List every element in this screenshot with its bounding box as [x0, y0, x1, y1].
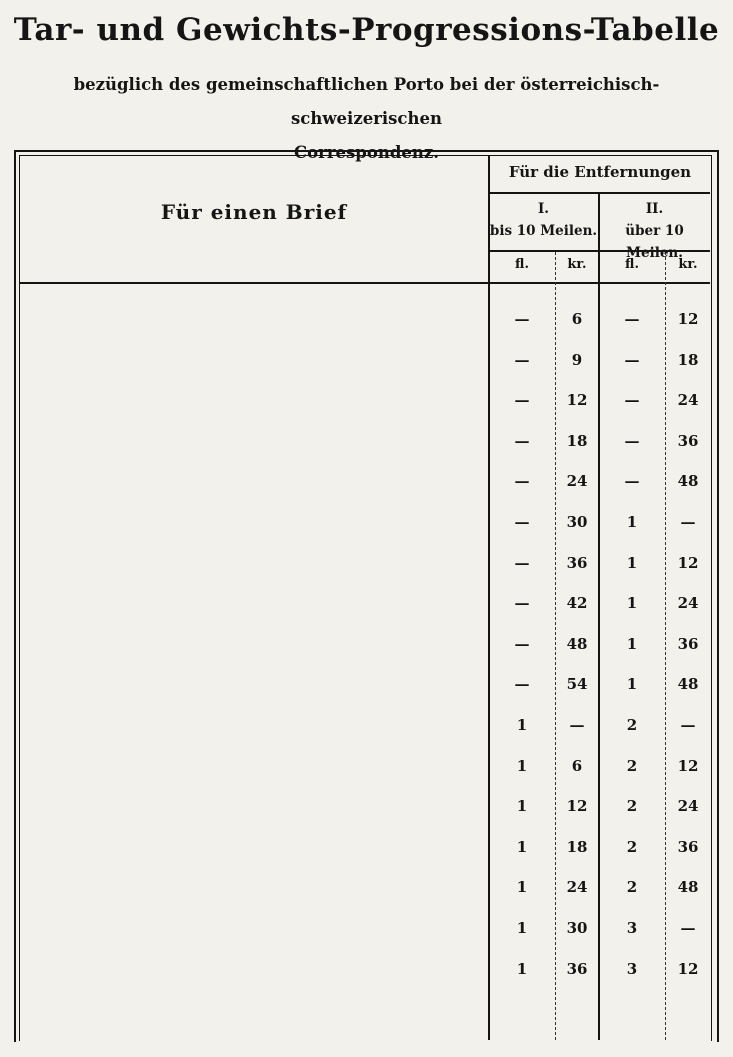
zone1-kr-cell: —	[569, 716, 585, 734]
zone2-fl-cell: 1	[626, 594, 638, 613]
zone1-fl-cell: 1	[516, 716, 528, 734]
zone1-kr-cell: 18	[566, 431, 588, 450]
zone1-fl-cell: —	[514, 350, 530, 369]
zone1-kr-cell: 9	[571, 350, 583, 369]
zone1-kr-cell: 30	[566, 919, 588, 937]
zone2-fl-cell: 1	[626, 513, 638, 531]
zone2-fl-cell: 2	[626, 756, 638, 775]
zone1-kr-cell: 6	[571, 756, 583, 775]
zone1-kr-cell: 36	[566, 553, 588, 572]
zone2-kr-cell: 36	[677, 837, 699, 856]
unit-header: fl.	[625, 257, 639, 272]
zone1-fl-cell: —	[514, 553, 530, 572]
zone1-fl-cell: —	[514, 310, 530, 328]
zone1-fl-cell: —	[514, 472, 530, 491]
zone2-kr-cell: 48	[677, 472, 699, 491]
zone1-kr-cell: 18	[566, 837, 588, 856]
zone2-kr-cell: 48	[677, 878, 699, 897]
zone-2-numeral: II.	[645, 201, 664, 217]
zone1-kr-cell: 42	[566, 594, 588, 613]
zone-1-numeral: I.	[537, 201, 549, 217]
subtitle-line-2: Correspondenz.	[294, 143, 439, 162]
zone2-fl-cell: —	[624, 391, 640, 410]
zone2-kr-cell: 12	[677, 553, 699, 572]
zone2-kr-cell: 48	[677, 675, 699, 694]
zone2-fl-cell: 1	[626, 675, 638, 694]
zone-1-label: bis 10 Meilen.	[489, 223, 598, 239]
zone1-fl-cell: —	[514, 594, 530, 613]
zone2-fl-cell: 2	[626, 837, 638, 856]
zone2-kr-cell: 12	[677, 310, 699, 328]
zone2-fl-cell: 1	[626, 553, 638, 572]
zone2-fl-cell: 3	[626, 959, 638, 978]
zone-2-header	[599, 198, 710, 264]
zone1-fl-cell: —	[514, 513, 530, 531]
zone1-kr-cell: 48	[566, 634, 588, 653]
zone2-kr-cell: 12	[677, 756, 699, 775]
zone1-fl-cell: 1	[516, 837, 528, 856]
zone2-kr-cell: 24	[677, 797, 699, 816]
zone2-fl-cell: 2	[626, 878, 638, 897]
zone1-fl-cell: 1	[516, 878, 528, 897]
zone2-kr-cell: —	[680, 919, 696, 937]
header-bottom-rule	[20, 282, 710, 284]
zone1-kr-cell: 24	[566, 878, 588, 897]
zone2-kr-cell: 36	[677, 634, 699, 653]
subtitle-line-1: bezüglich des gemeinschaftlichen Porto bei der österreichisch-schweizerischen	[73, 75, 660, 128]
zone1-kr-cell: 12	[566, 391, 588, 410]
unit-header: kr.	[678, 257, 698, 272]
zone1-kr-cell: 12	[566, 797, 588, 816]
zone1-kr-cell: 54	[566, 675, 588, 694]
unit-header: fl.	[515, 257, 529, 272]
zone2-kr-cell: 12	[677, 959, 699, 978]
zone2-kr-cell: —	[680, 513, 696, 531]
zone1-kr-cell: 36	[566, 959, 588, 978]
zone2-kr-cell: 36	[677, 431, 699, 450]
zone2-kr-cell: 24	[677, 391, 699, 410]
zone2-fl-cell: 1	[626, 634, 638, 653]
zone2-fl-cell: —	[624, 310, 640, 328]
zone1-fl-cell: —	[514, 675, 530, 694]
zone2-kr-cell: 18	[677, 350, 699, 369]
zone-1-header	[489, 198, 598, 242]
zone2-kr-cell: —	[680, 716, 696, 734]
zone2-fl-cell: 2	[626, 797, 638, 816]
zone-2-label: über 10 Meilen.	[625, 223, 684, 261]
zone1-kr-cell: 30	[566, 513, 588, 531]
zone1-fl-cell: 1	[516, 959, 528, 978]
zone2-fl-cell: —	[624, 472, 640, 491]
zone1-fl-cell: 1	[516, 919, 528, 937]
zone2-fl-cell: 2	[626, 716, 638, 734]
zone1-fl-cell: 1	[516, 756, 528, 775]
zone1-fl-cell: 1	[516, 797, 528, 816]
zone1-fl-cell: —	[514, 431, 530, 450]
zone1-kr-cell: 6	[571, 310, 583, 328]
zone2-kr-cell: 24	[677, 594, 699, 613]
unit-header: kr.	[567, 257, 587, 272]
zone2-fl-cell: —	[624, 431, 640, 450]
distance-header: Für die Entfernungen	[508, 163, 692, 181]
zone1-fl-cell: —	[514, 634, 530, 653]
zone2-fl-cell: —	[624, 350, 640, 369]
zone1-kr-cell: 24	[566, 472, 588, 491]
zone2-fl-cell: 3	[626, 919, 638, 937]
zone1-fl-cell: —	[514, 391, 530, 410]
weight-column-divider	[488, 155, 490, 1040]
weight-column-header: Für einen Brief	[160, 200, 348, 224]
page-title: Tar- und Gewichts-Progressions-Tabelle	[13, 12, 720, 48]
